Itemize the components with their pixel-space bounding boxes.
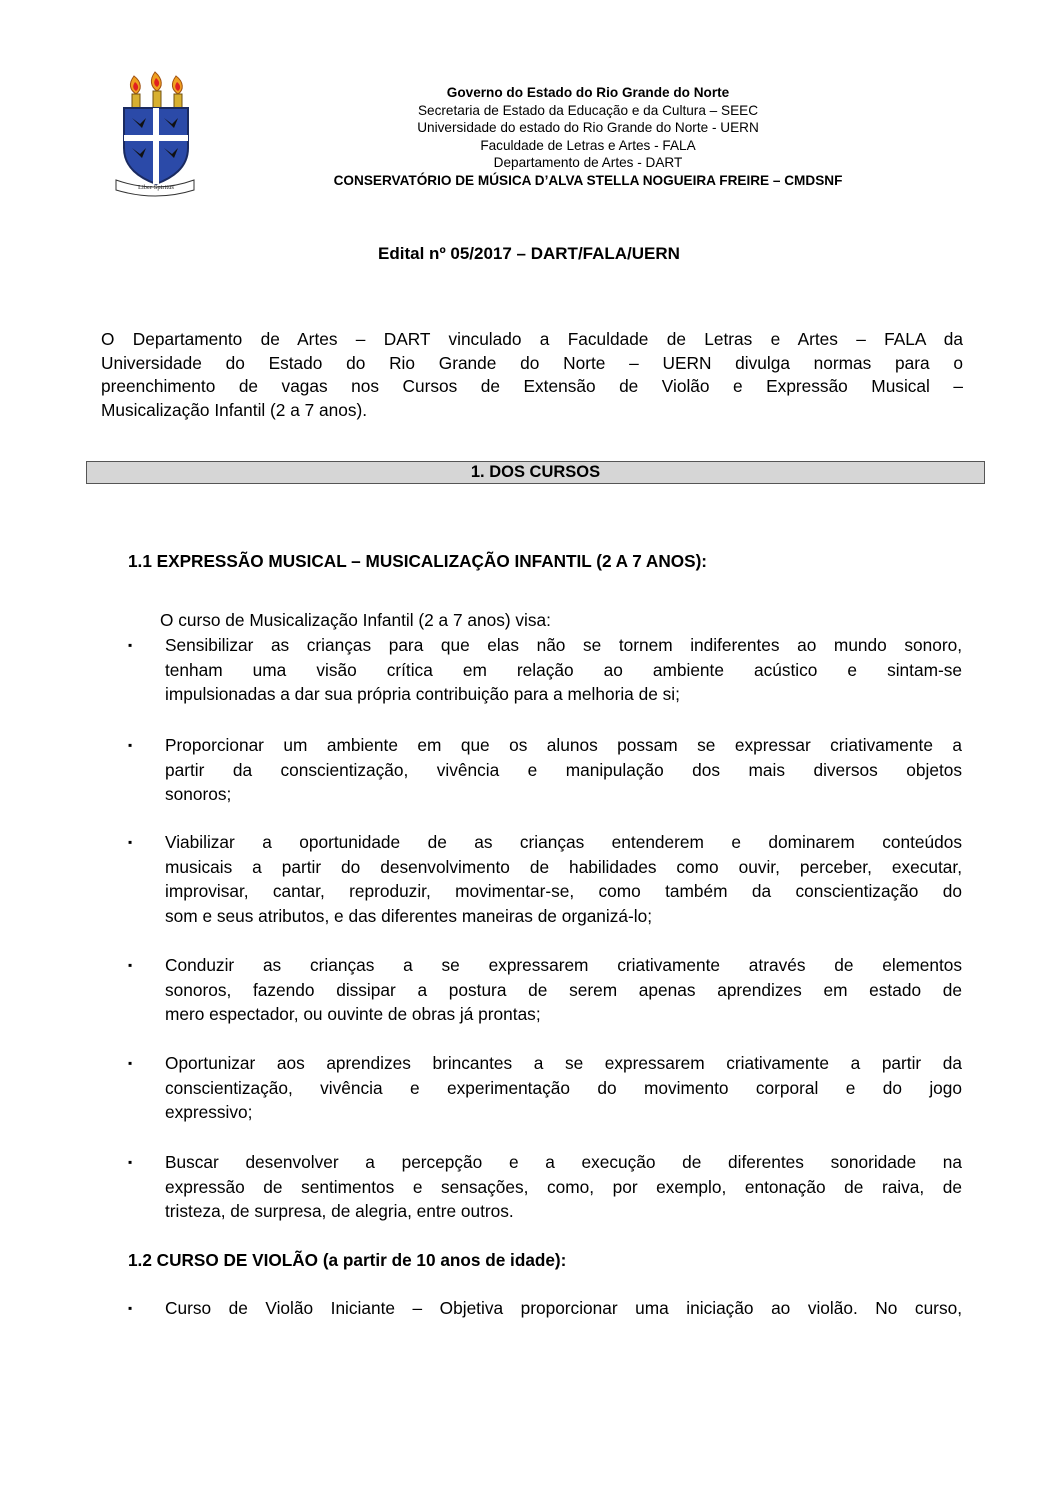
list-item-line: mero espectador, ou ouvinte de obras já prontas; — [165, 1004, 541, 1025]
list-item-line: tenham uma visão crítica em relação ao ambiente acústico e sintam-se — [165, 659, 962, 680]
header-line-government: Governo do Estado do Rio Grande do Norte — [446, 85, 730, 100]
edital-title: Edital nº 05/2017 – DART/FALA/UERN — [378, 244, 680, 263]
section-heading-cursos: 1. DOS CURSOS — [86, 461, 985, 484]
torch-center — [151, 72, 161, 108]
list-item-line: Oportunizar aos aprendizes brincantes a se expressarem criativamente a partir da — [165, 1053, 962, 1073]
header-line-university: Universidade do estado do Rio Grande do Norte - UERN — [417, 120, 759, 135]
list-item-line: Conduzir as crianças a se expressarem criativamente através de elementos — [165, 955, 962, 975]
subsection-heading-violao: 1.2 CURSO DE VIOLÃO (a partir de 10 anos de idade): — [128, 1250, 567, 1270]
list-item-line: Curso de Violão Iniciante – Objetiva proporcionar uma iniciação ao violão. No curso, — [165, 1298, 962, 1318]
bullet-icon: ▪ — [128, 638, 133, 652]
bullet-icon: ▪ — [128, 1301, 133, 1315]
intro-line: preenchimento de vagas nos Cursos de Extensão de Violão e Expressão Musical – — [101, 376, 963, 396]
header-lines — [228, 84, 948, 189]
list-item-line: impulsionadas a dar sua própria contribuição para a melhoria de si; — [165, 684, 680, 705]
list-item-line: partir da conscientização, vivência e manipulação dos mais diversos objetos — [165, 759, 962, 780]
bullet-icon: ▪ — [128, 835, 133, 849]
header-line-department: Departamento de Artes - DART — [493, 155, 683, 170]
list-item-line: Proporcionar um ambiente em que os alunos possam se expressar criativamente a — [165, 735, 962, 755]
logo-motto: Liber Spiritus — [138, 184, 174, 191]
list-item-line: tristeza, de surpresa, de alegria, entre outros. — [165, 1201, 514, 1222]
list-item-line: Sensibilizar as crianças para que elas não se tornem indiferentes ao mundo sonoro, — [165, 635, 962, 655]
musicalizacao-intro: O curso de Musicalização Infantil (2 a 7 anos) visa: — [160, 610, 551, 630]
subsection-heading-musicalizacao: 1.1 EXPRESSÃO MUSICAL – MUSICALIZAÇÃO INFANTIL (2 A 7 ANOS): — [128, 551, 708, 571]
list-item-line: som e seus atributos, e das diferentes maneiras de organizá-lo; — [165, 905, 653, 926]
list-item-line: musicais a partir do desenvolvimento de habilidades como ouvir, perceber, executar, — [165, 856, 962, 877]
bullet-icon: ▪ — [128, 738, 133, 752]
list-item-line: conscientização, vivência e experimentação do movimento corporal e do jogo — [165, 1077, 962, 1098]
list-item-line: sonoros; — [165, 784, 232, 805]
list-item-line: Viabilizar a oportunidade de as crianças entenderem e dominarem conteúdos — [165, 832, 962, 852]
uern-logo — [112, 68, 198, 198]
list-item-line: Buscar desenvolver a percepção e a execução de diferentes sonoridade na — [165, 1152, 962, 1172]
intro-line: O Departamento de Artes – DART vinculado a Faculdade de Letras e Artes – FALA da — [101, 329, 963, 349]
intro-line: Universidade do Estado do Rio Grande do Norte – UERN divulga normas para o — [101, 352, 963, 373]
list-item-line: sonoros, fazendo dissipar a postura de serem apenas aprendizes em estado de — [165, 979, 962, 1000]
torch-right — [172, 76, 182, 108]
list-item-line: expressivo; — [165, 1102, 253, 1123]
document-header — [100, 64, 1000, 204]
header-line-conservatory: CONSERVATÓRIO DE MÚSICA D’ALVA STELLA NOGUEIRA FREIRE – CMDSNF — [333, 172, 843, 188]
list-item-line: expressão de sentimentos e sensações, como, por exemplo, entonação de raiva, de — [165, 1176, 962, 1197]
bullet-icon: ▪ — [128, 958, 133, 972]
intro-line: Musicalização Infantil (2 a 7 anos). — [101, 399, 368, 420]
bullet-icon: ▪ — [128, 1056, 133, 1070]
header-line-secretaria: Secretaria de Estado da Educação e da Cultura – SEEC — [417, 102, 759, 118]
header-line-faculty: Faculdade de Letras e Artes - FALA — [480, 137, 696, 153]
bullet-icon: ▪ — [128, 1155, 133, 1169]
list-item-line: improvisar, cantar, reproduzir, movimentar-se, como também da conscientização do — [165, 881, 962, 902]
torch-left — [130, 76, 140, 108]
intro-paragraph — [101, 328, 963, 422]
